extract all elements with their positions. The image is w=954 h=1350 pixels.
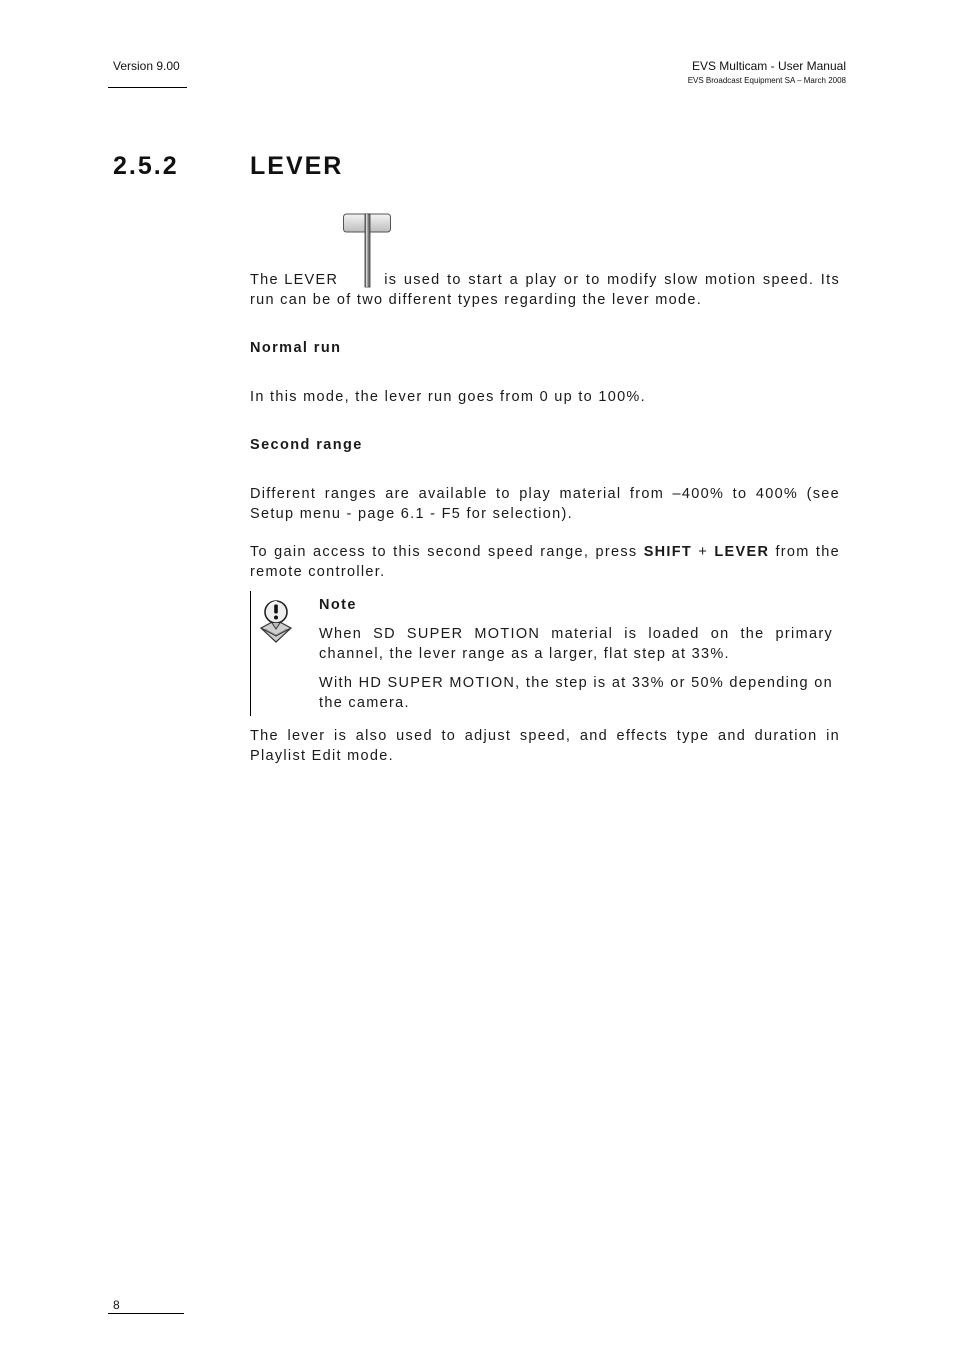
normal-run-text: In this mode, the lever run goes from 0 up to 100%. xyxy=(250,389,646,405)
shift-key-label: SHIFT xyxy=(643,544,693,560)
header-company-date: EVS Broadcast Equipment SA – March 2008 xyxy=(687,76,846,85)
intro-paragraph xyxy=(250,270,840,310)
section-number: 2.5.2 xyxy=(113,152,179,180)
note-title: Note xyxy=(319,597,357,613)
page-number: 8 xyxy=(113,1298,120,1312)
header-manual-title: EVS Multicam - User Manual xyxy=(691,59,846,73)
lever-key-label: LEVER xyxy=(714,544,770,560)
closing-paragraph: The lever is also used to adjust speed, and effects type and duration in Playlist Edit mode. xyxy=(250,728,840,764)
second-range-para1: Different ranges are available to play material from –400% to 400% (see Setup menu - page 6.1 - F5 for selection). xyxy=(250,486,840,522)
second-range-heading: Second range xyxy=(250,437,363,453)
section-title: LEVER xyxy=(250,152,344,180)
header-version: Version 9.00 xyxy=(113,59,180,73)
para2-text-start: To gain access to this second speed range, press xyxy=(250,544,644,560)
intro-text-line2: run can be of two different types regarding the lever mode. xyxy=(250,292,703,308)
para2-text-end: from the remote controller. xyxy=(250,544,840,580)
normal-run-heading: Normal run xyxy=(250,340,342,356)
header-rule xyxy=(108,87,187,88)
note-left-bar xyxy=(250,591,251,716)
plus-sign: + xyxy=(692,544,715,560)
note-warning-icon xyxy=(258,598,294,644)
intro-text-end: is used to start a play or to modify slow motion speed. Its xyxy=(384,272,840,288)
intro-text-start: The LEVER xyxy=(250,272,339,288)
second-range-para2 xyxy=(250,542,840,582)
lever-icon-gap xyxy=(338,270,384,290)
note-para2: With HD SUPER MOTION, the step is at 33% or 50% depending on the camera. xyxy=(319,675,833,711)
note-para1: When SD SUPER MOTION material is loaded on the primary channel, the lever range as a larger, flat step at 33%. xyxy=(319,626,833,662)
footer-rule xyxy=(108,1313,184,1314)
